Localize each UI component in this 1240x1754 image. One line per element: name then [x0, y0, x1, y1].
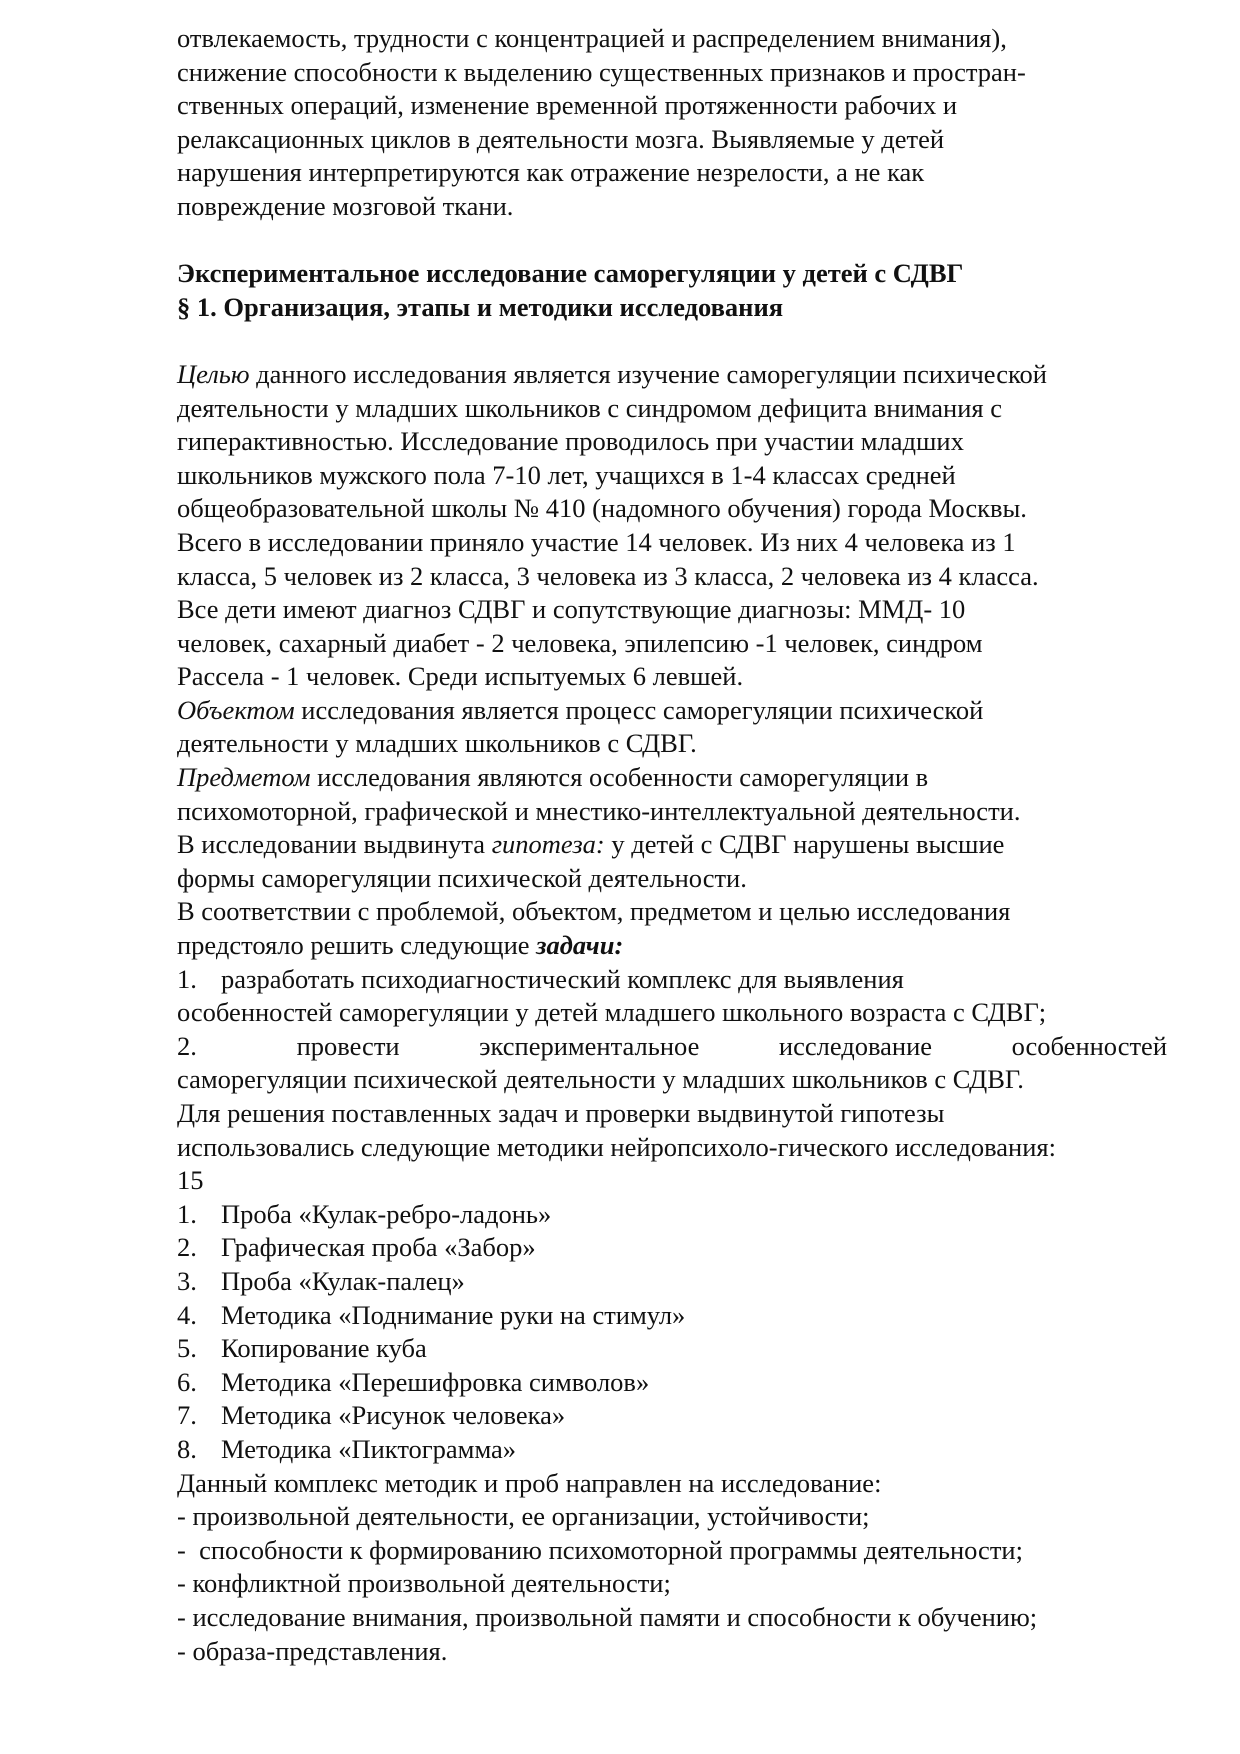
list-item — [177, 1265, 1167, 1299]
text-line: формы саморегуляции психической деятельности. — [177, 862, 747, 893]
text-line: класса, 5 человек из 2 класса, 3 человека из 3 класса, 2 человека из 4 класса. — [177, 560, 1039, 591]
chapter-heading: Экспериментальное исследование саморегуляции у детей с СДВГ — [177, 258, 964, 289]
task-text: провести экспериментальное исследование особенностей — [296, 1030, 1167, 1061]
list-text: Методика «Пиктограмма» — [221, 1433, 517, 1464]
list-text: Проба «Кулак-палец» — [221, 1265, 465, 1296]
tasks-term: задачи: — [536, 930, 624, 961]
goal-text: данного исследования является изучение саморегуляции психической — [249, 358, 1047, 389]
task-number: 2. — [177, 1030, 197, 1061]
goal-paragraph — [177, 358, 1167, 694]
list-text: Копирование куба — [221, 1333, 427, 1364]
task-number: 1. — [177, 963, 197, 994]
list-item: - исследование внимания, произвольной памяти и способности к обучению; — [177, 1601, 1038, 1632]
methods-list — [177, 1198, 1167, 1467]
tasks-prefix: предстояло решить следующие — [177, 930, 537, 961]
text-line: снижение способности к выделению существенных признаков и простран- — [177, 56, 1026, 87]
text-line: повреждение мозговой ткани. — [177, 190, 514, 221]
text-line: ственных операций, изменение временной протяженности рабочих и — [177, 90, 958, 121]
page-marker: 15 — [177, 1165, 204, 1196]
text-line: Все дети имеют диагноз СДВГ и сопутствующие диагнозы: ММД- 10 — [177, 594, 966, 625]
list-number: 5. — [177, 1333, 197, 1364]
list-item — [177, 1366, 1167, 1400]
tasks-paragraph — [177, 895, 1167, 1097]
list-text: Методика «Перешифровка символов» — [221, 1366, 650, 1397]
text-line: человек, сахарный диабет - 2 человека, эпилепсию -1 человек, синдром — [177, 627, 983, 658]
list-item — [177, 1299, 1167, 1333]
text-line: школьников мужского пола 7-10 лет, учащихся в 1-4 классах средней — [177, 459, 956, 490]
subject-term: Предметом — [177, 762, 311, 793]
list-text: Графическая проба «Забор» — [221, 1232, 536, 1263]
document-page — [177, 22, 1167, 1668]
list-item — [177, 1433, 1167, 1467]
list-item — [177, 1399, 1167, 1433]
list-item — [177, 1332, 1167, 1366]
text-line: Всего в исследовании приняло участие 14 человек. Из них 4 человека из 1 — [177, 526, 1016, 557]
aims-paragraph — [177, 1467, 1167, 1669]
section-heading: § 1. Организация, этапы и методики исследования — [177, 291, 784, 322]
text-line: Рассела - 1 человек. Среди испытуемых 6 левшей. — [177, 661, 744, 692]
list-text: Методика «Поднимание руки на стимул» — [221, 1299, 686, 1330]
list-item: - конфликтной произвольной деятельности; — [177, 1568, 671, 1599]
list-number: 4. — [177, 1299, 197, 1330]
object-term: Объектом — [177, 694, 295, 725]
text-line: общеобразовательной школы № 410 (надомного обучения) города Москвы. — [177, 493, 1027, 524]
text-line: использовались следующие методики нейропсихоло-гического исследования: — [177, 1131, 1056, 1162]
text-line: деятельности у младших школьников с синдромом дефицита внимания с — [177, 392, 1002, 423]
text-line: гиперактивностью. Исследование проводилось при участии младших — [177, 426, 964, 457]
goal-term: Целью — [177, 358, 250, 389]
task-text: разработать психодиагностический комплекс для выявления — [221, 963, 904, 994]
task-text-cont: особенностей саморегуляции у детей младшего школьного возраста с СДВГ; — [177, 997, 1047, 1028]
list-number: 6. — [177, 1366, 197, 1397]
subject-text: исследования являются особенности саморегуляции в — [310, 762, 929, 793]
list-item: - способности к формированию психомоторной программы деятельности; — [177, 1534, 1023, 1565]
text-line: Данный комплекс методик и проб направлен на исследование: — [177, 1467, 882, 1498]
list-number: 1. — [177, 1198, 197, 1229]
subject-paragraph — [177, 761, 1167, 828]
hypothesis-prefix: В исследовании выдвинута — [177, 829, 492, 860]
list-item — [177, 1231, 1167, 1265]
text-line: Для решения поставленных задач и проверки выдвинутой гипотезы — [177, 1098, 945, 1128]
list-number: 2. — [177, 1232, 197, 1263]
text-line: В соответствии с проблемой, объектом, предметом и целью исследования — [177, 896, 1011, 927]
hypothesis-term: гипотеза: — [491, 829, 605, 860]
text-line: релаксационных циклов в деятельности мозга. Выявляемые у детей — [177, 123, 945, 154]
list-text: Методика «Рисунок человека» — [221, 1400, 566, 1431]
hypothesis-paragraph — [177, 828, 1167, 895]
list-text: Проба «Кулак-ребро-ладонь» — [221, 1198, 552, 1229]
methods-paragraph — [177, 1097, 1167, 1467]
list-number: 3. — [177, 1265, 197, 1296]
list-number: 8. — [177, 1433, 197, 1464]
object-paragraph — [177, 694, 1167, 761]
hypothesis-text: у детей с СДВГ нарушены высшие — [604, 829, 1005, 860]
text-line: деятельности у младших школьников с СДВГ. — [177, 728, 697, 759]
list-item: - образа-представления. — [177, 1635, 448, 1666]
text-line: отвлекаемость, трудности с концентрацией и распределением внимания), — [177, 23, 1007, 53]
object-text: исследования является процесс саморегуляции психической — [294, 694, 984, 725]
task-item — [177, 963, 1167, 1030]
list-item — [177, 1198, 1167, 1232]
text-line: нарушения интерпретируются как отражение незрелости, а не как — [177, 157, 925, 188]
list-item: - произвольной деятельности, ее организации, устойчивости; — [177, 1501, 870, 1532]
task-item — [177, 1030, 1167, 1097]
list-number: 7. — [177, 1400, 197, 1431]
text-line: психомоторной, графической и мнестико-интеллектуальной деятельности. — [177, 795, 1021, 826]
task-text-cont: саморегуляции психической деятельности у младших школьников с СДВГ. — [177, 1064, 1024, 1095]
intro-paragraph — [177, 22, 1167, 224]
